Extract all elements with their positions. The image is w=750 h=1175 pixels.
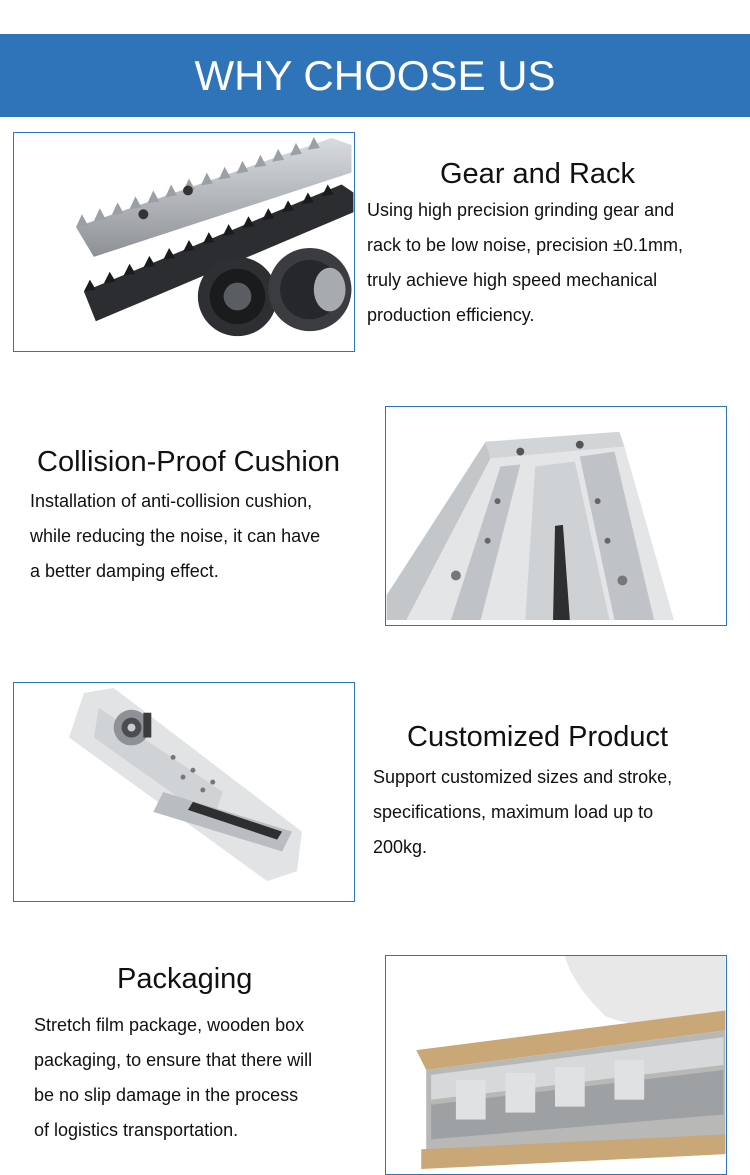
section-text-line: of logistics transportation.	[34, 1120, 239, 1140]
section-title-gear-rack: Gear and Rack	[440, 158, 636, 190]
linear-module-photo	[13, 682, 355, 902]
linear-module-illustration	[14, 683, 354, 901]
section-title-customized: Customized Product	[407, 721, 669, 753]
gear-rack-illustration	[14, 133, 354, 351]
section-text-line: rack to be low noise, precision ±0.1mm,	[367, 235, 684, 255]
section-body-customized	[373, 760, 672, 865]
wooden-box-illustration	[386, 956, 726, 1174]
wooden-box-package-photo	[385, 955, 727, 1175]
gear-and-rack-photo	[13, 132, 355, 352]
section-text-line: Stretch film package, wooden box	[34, 1015, 305, 1035]
section-text-line: Installation of anti-collision cushion,	[30, 491, 313, 511]
section-title-packaging: Packaging	[117, 963, 253, 995]
section-text-line: a better damping effect.	[30, 561, 219, 581]
section-text-line: Support customized sizes and stroke,	[373, 767, 673, 787]
section-text-line: packaging, to ensure that there will	[34, 1050, 313, 1070]
section-text-line: production efficiency.	[367, 305, 535, 325]
aluminum-profile-photo	[385, 406, 727, 626]
section-body-collision-cushion	[30, 484, 320, 589]
section-text-line: specifications, maximum load up to	[373, 802, 654, 822]
section-title-collision-cushion: Collision-Proof Cushion	[37, 446, 341, 478]
section-text-line: be no slip damage in the process	[34, 1085, 299, 1105]
section-body-packaging	[34, 1008, 312, 1148]
aluminum-profile-illustration	[386, 407, 726, 625]
section-text-line: truly achieve high speed mechanical	[367, 270, 658, 290]
section-text-line: 200kg.	[373, 837, 428, 857]
section-body-gear-rack	[367, 193, 683, 333]
section-text-line: while reducing the noise, it can have	[30, 526, 321, 546]
page-title: WHY CHOOSE US	[194, 51, 556, 99]
section-text-line: Using high precision grinding gear and	[367, 200, 675, 220]
header-banner	[0, 34, 750, 117]
